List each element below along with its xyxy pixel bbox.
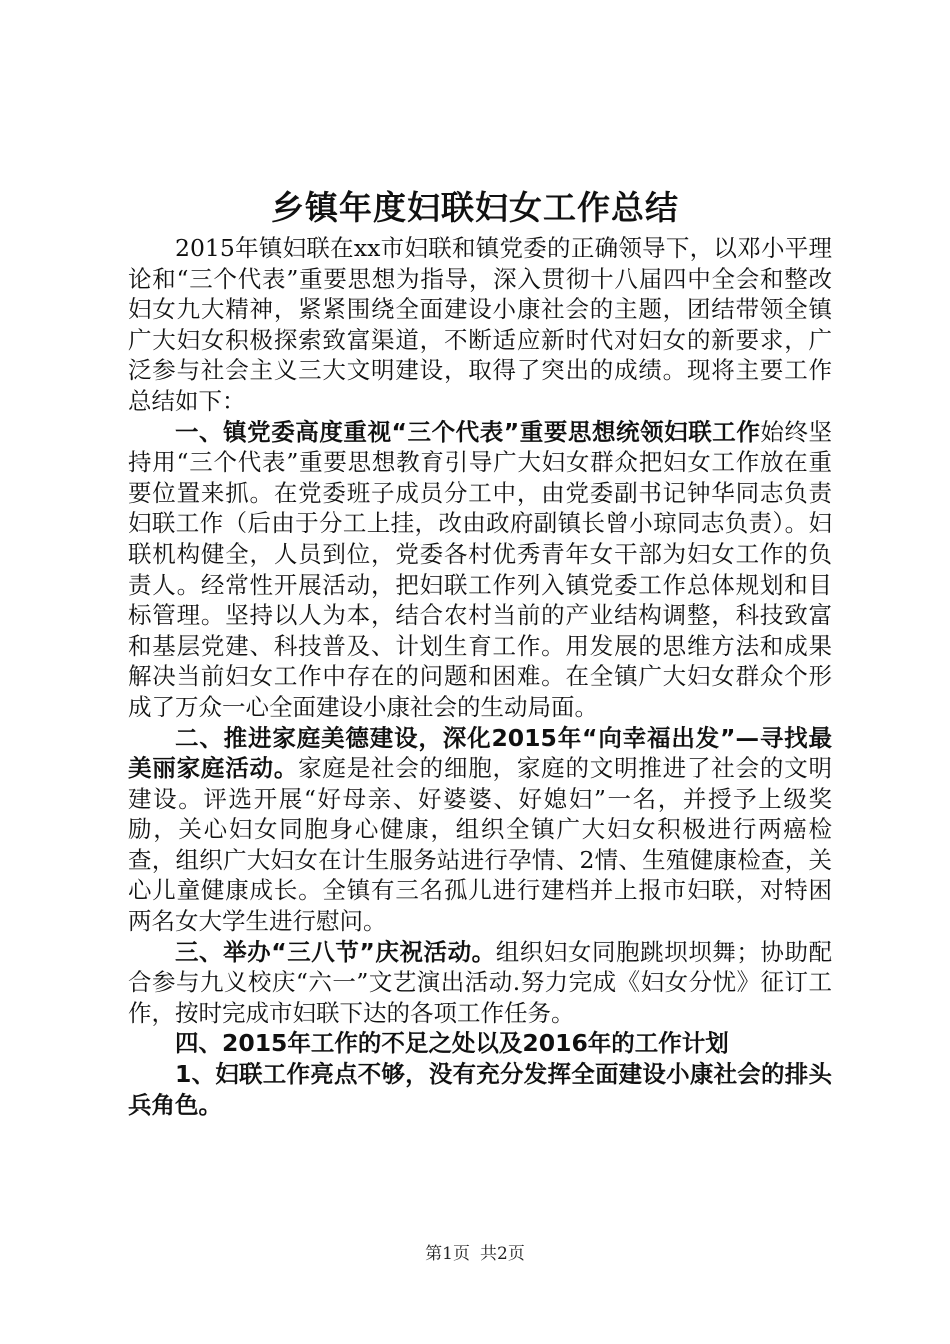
section-3-paragraph: [128, 937, 832, 1029]
page-footer: [0, 1242, 950, 1266]
section-2-text: 家庭是社会的细胞，家庭的文明推进了社会的文明建设。评选开展“好母亲、好婆婆、好媳妇”一名，并授予上级奖励，关心妇女同胞身心健康，组织全镇广大妇女积极进行两癌检查，组织广大妇女在计生服务站进行孕情、2情、生殖健康检查，关心儿童健康成长。全镇有三名孤儿进行建档并上报市妇联，对特困两名女大学生进行慰问。: [128, 754, 832, 936]
section-3-heading: 三、举办“三八节”庆祝活动。: [175, 937, 496, 966]
section-2-paragraph: [128, 723, 832, 937]
section-1-text: 始终坚持用“三个代表”重要思想教育引导广大妇女群众把妇女工作放在重要位置来抓。在党委班子成员分工中，由党委副书记钟华同志负责妇联工作（后由于分工上挂，改由政府副镇长曾小琼同志负责）。妇联机构健全，人员到位，党委各村优秀青年女干部为妇女工作的负责人。经常性开展活动，把妇联工作列入镇党委工作总体规划和目标管理。坚持以人为本，结合农村当前的产业结构调整，科技致富和基层党建、科技普及、计划生育工作。用发展的思维方法和成果解决当前妇女工作中存在的问题和困难。在全镇广大妇女群众个形成了万众一心全面建设小康社会的生动局面。: [128, 417, 833, 721]
section-5-heading: 1、妇联工作亮点不够，没有充分发挥全面建设小康社会的排头兵角色。: [128, 1060, 832, 1119]
document-title: 乡镇年度妇联妇女工作总结: [271, 188, 679, 227]
section-4-heading: 四、2015年工作的不足之处以及2016年的工作计划: [175, 1029, 729, 1058]
section-1-heading: 一、镇党委高度重视“三个代表”重要思想统领妇联工作: [175, 417, 761, 446]
document-body: [128, 233, 832, 1120]
section-2-heading: 二、推进家庭美德建设，深化2015年“向幸福出发”—寻找最美丽家庭活动。: [128, 723, 832, 783]
section-5-paragraph: [128, 1059, 832, 1120]
section-4-paragraph: [128, 1028, 832, 1059]
page-total: 共2页: [480, 1244, 525, 1264]
intro-paragraph: 2015年镇妇联在xx市妇联和镇党委的正确领导下，以邓小平理论和“三个代表”重要思想为指导，深入贯彻十八届四中全会和整改妇女九大精神，紧紧围绕全面建设小康社会的主题，团结带领全镇广大妇女积极探索致富渠道，不断适应新时代对妇女的新要求，广泛参与社会主义三大文明建设，取得了突出的成绩。现将主要工作总结如下：: [128, 234, 832, 415]
section-3-text: 组织妇女同胞跳坝坝舞；协助配合参与九义校庆“六一”文艺演出活动.努力完成《妇女分忧》征订工作，按时完成市妇联下达的各项工作任务。: [128, 937, 833, 1027]
page-number: 第1页: [425, 1244, 470, 1264]
section-1-paragraph: [128, 417, 832, 723]
